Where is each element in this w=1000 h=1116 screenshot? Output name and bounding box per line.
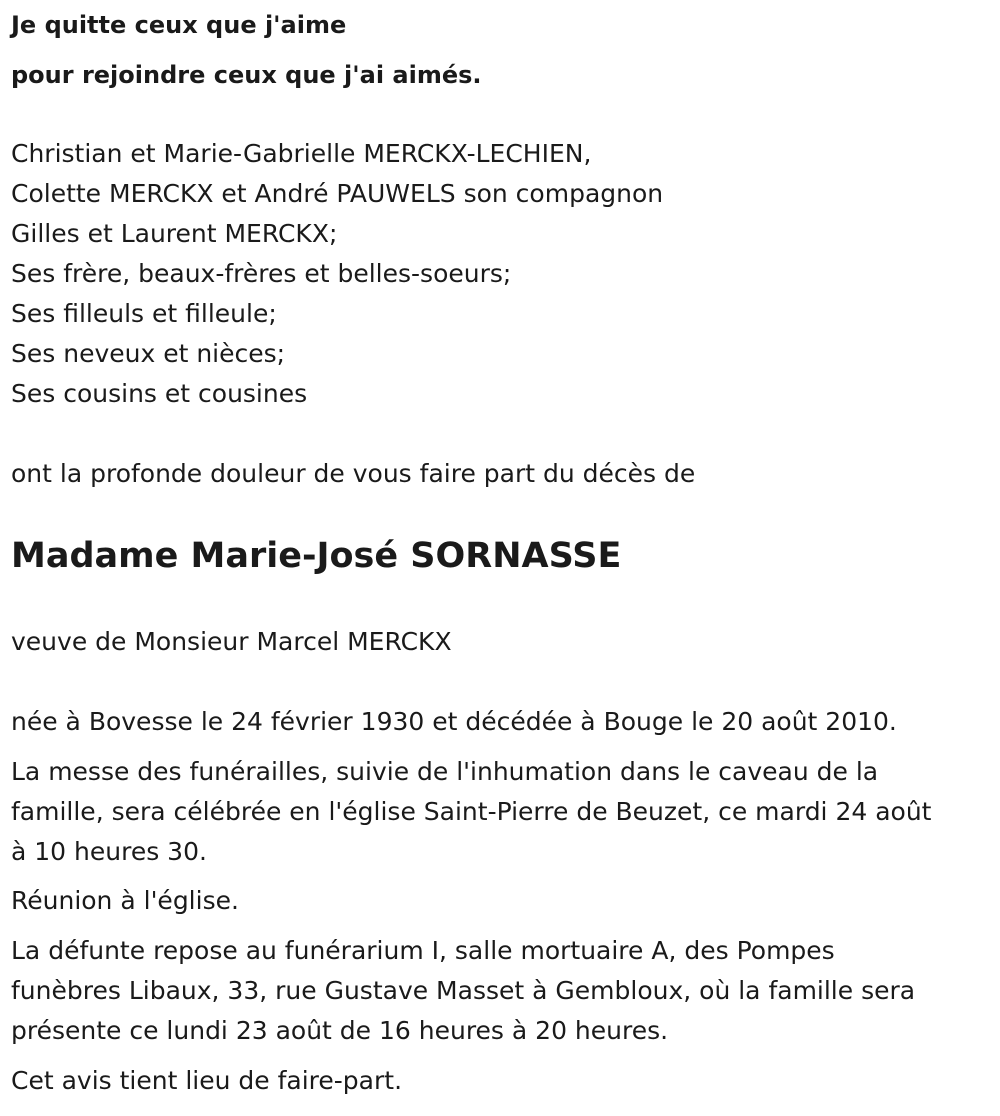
- birth-death-text: née à Bovesse le 24 février 1930 et décédée à Bouge le 20 août 2010.: [11, 707, 897, 736]
- funeral-line: famille, sera célébrée en l'église Saint-Pierre de Beuzet, ce mardi 24 août: [11, 797, 932, 826]
- viewing-line: La défunte repose au funérarium I, salle mortuaire A, des Pompes: [11, 936, 835, 965]
- family-line: Ses neveux et nièces;: [11, 339, 286, 368]
- family-line: Ses filleuls et filleule;: [11, 299, 277, 328]
- funeral-line: La messe des funérailles, suivie de l'inhumation dans le caveau de la: [11, 757, 879, 786]
- deceased-name: Madame Marie-José SORNASSE: [11, 536, 622, 576]
- viewing-line: présente ce lundi 23 août de 16 heures à 20 heures.: [11, 1016, 669, 1045]
- family-line: Christian et Marie-Gabrielle MERCKX-LECHIEN,: [11, 139, 592, 168]
- epigraph-line-1: Je quitte ceux que j'aime: [11, 11, 347, 39]
- family-line: Ses frère, beaux-frères et belles-soeurs;: [11, 259, 512, 288]
- announcement-text: ont la profonde douleur de vous faire part du décès de: [11, 459, 696, 488]
- closing-text: Cet avis tient lieu de faire-part.: [11, 1066, 403, 1095]
- family-line: Gilles et Laurent MERCKX;: [11, 219, 338, 248]
- viewing-line: funèbres Libaux, 33, rue Gustave Masset à Gembloux, où la famille sera: [11, 976, 916, 1005]
- widow-of-text: veuve de Monsieur Marcel MERCKX: [11, 627, 452, 656]
- family-line: Ses cousins et cousines: [11, 379, 308, 408]
- family-line: Colette MERCKX et André PAUWELS son compagnon: [11, 179, 664, 208]
- funeral-line: à 10 heures 30.: [11, 837, 207, 866]
- meeting-text: Réunion à l'église.: [11, 886, 239, 915]
- epigraph-line-2: pour rejoindre ceux que j'ai aimés.: [11, 61, 482, 89]
